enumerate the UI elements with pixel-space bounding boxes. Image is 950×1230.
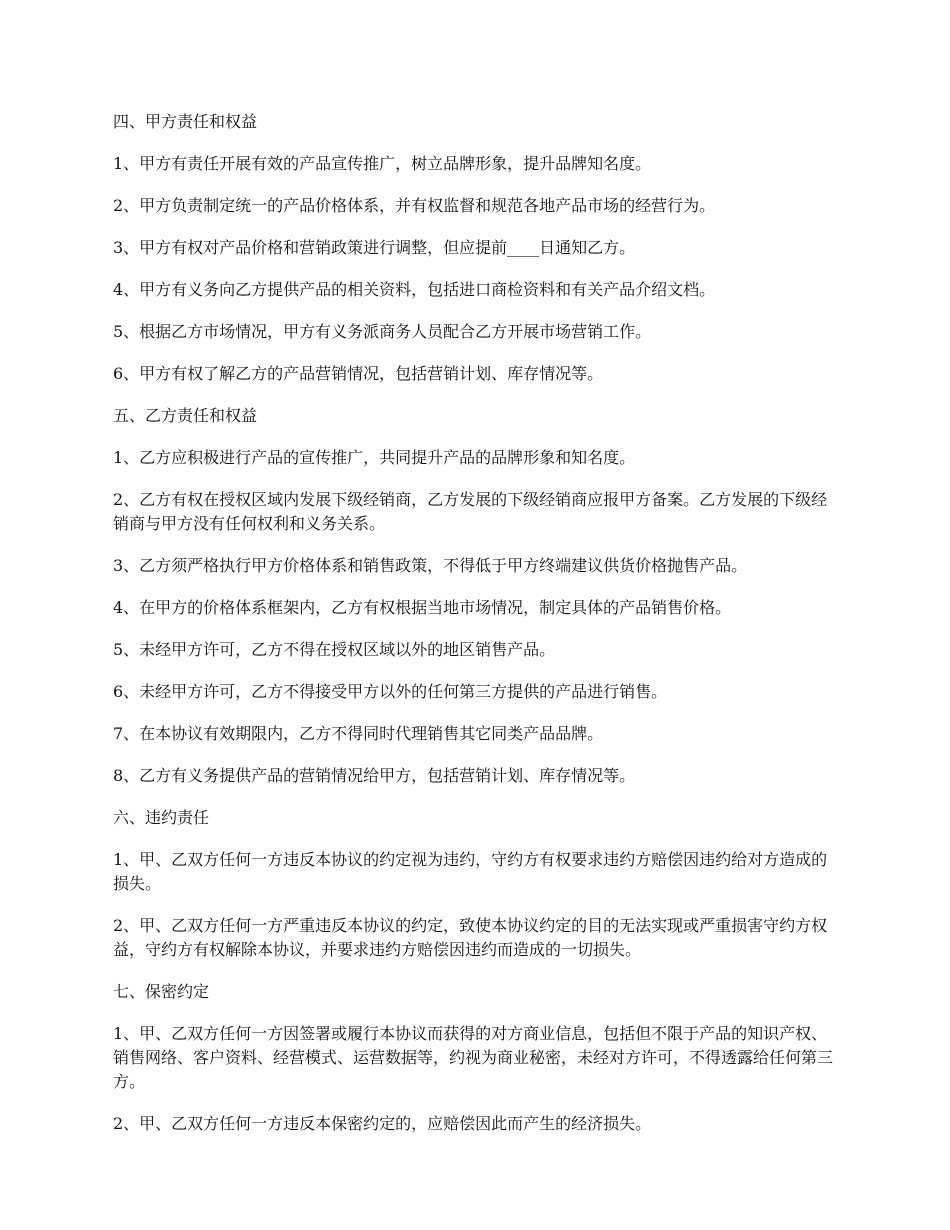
section-5-item-6: 6、未经甲方许可，乙方不得接受甲方以外的任何第三方提供的产品进行销售。 [113,682,668,701]
section-4-item-4: 4、甲方有义务向乙方提供产品的相关资料，包括进口商检资料和有关产品介绍文档。 [113,280,716,299]
section-5-item-2: 2、乙方有权在授权区域内发展下级经销商，乙方发展的下级经销商应报甲方备案。乙方发展的下级经销商与甲方没有任何权利和义务关系。 [113,490,828,533]
section-4-item-2: 2、甲方负责制定统一的产品价格体系，并有权监督和规范各地产品市场的经营行为。 [113,196,716,215]
section-4-item-6: 6、甲方有权了解乙方的产品营销情况，包括营销计划、库存情况等。 [113,364,604,383]
section-5-item-4: 4、在甲方的价格体系框架内，乙方有权根据当地市场情况，制定具体的产品销售价格。 [113,598,732,617]
section-7-item-2: 2、甲、乙双方任何一方违反本保密约定的，应赔偿因此而产生的经济损失。 [113,1114,652,1133]
section-7-item-1: 1、甲、乙双方任何一方因签署或履行本协议而获得的对方商业信息，包括但不限于产品的知识产权、销售网络、客户资料、经营模式、运营数据等，约视为商业秘密，未经对方许可，不得透露给任何第三方。 [113,1024,834,1091]
section-6-item-1: 1、甲、乙双方任何一方违反本协议的约定视为违约，守约方有权要求违约方赔偿因违约给对方造成的损失。 [113,850,828,893]
section-5-item-7: 7、在本协议有效期限内，乙方不得同时代理销售其它同类产品品牌。 [113,724,604,743]
section-5-heading: 五、乙方责任和权益 [113,406,258,425]
section-4-item-1: 1、甲方有责任开展有效的产品宣传推广，树立品牌形象，提升品牌知名度。 [113,154,652,173]
section-6-heading: 六、违约责任 [113,808,210,827]
section-4-heading: 四、甲方责任和权益 [113,112,258,131]
section-7-heading: 七、保密约定 [113,982,210,1001]
section-5-item-3: 3、乙方须严格执行甲方价格体系和销售政策，不得低于甲方终端建议供货价格抛售产品。 [113,556,748,575]
section-5-item-5: 5、未经甲方许可，乙方不得在授权区域以外的地区销售产品。 [113,640,556,659]
section-6-item-2: 2、甲、乙双方任何一方严重违反本协议的约定，致使本协议约定的目的无法实现或严重损害守约方权益，守约方有权解除本协议，并要求违约方赔偿因违约而造成的一切损失。 [113,916,828,959]
section-4-item-5: 5、根据乙方市场情况，甲方有义务派商务人员配合乙方开展市场营销工作。 [113,322,652,341]
section-4-item-3: 3、甲方有权对产品价格和营销政策进行调整，但应提前____日通知乙方。 [113,238,636,257]
section-5-item-8: 8、乙方有义务提供产品的营销情况给甲方，包括营销计划、库存情况等。 [113,766,636,785]
document-body [113,110,841,1154]
section-5-item-1: 1、乙方应积极进行产品的宣传推广，共同提升产品的品牌形象和知名度。 [113,448,636,467]
